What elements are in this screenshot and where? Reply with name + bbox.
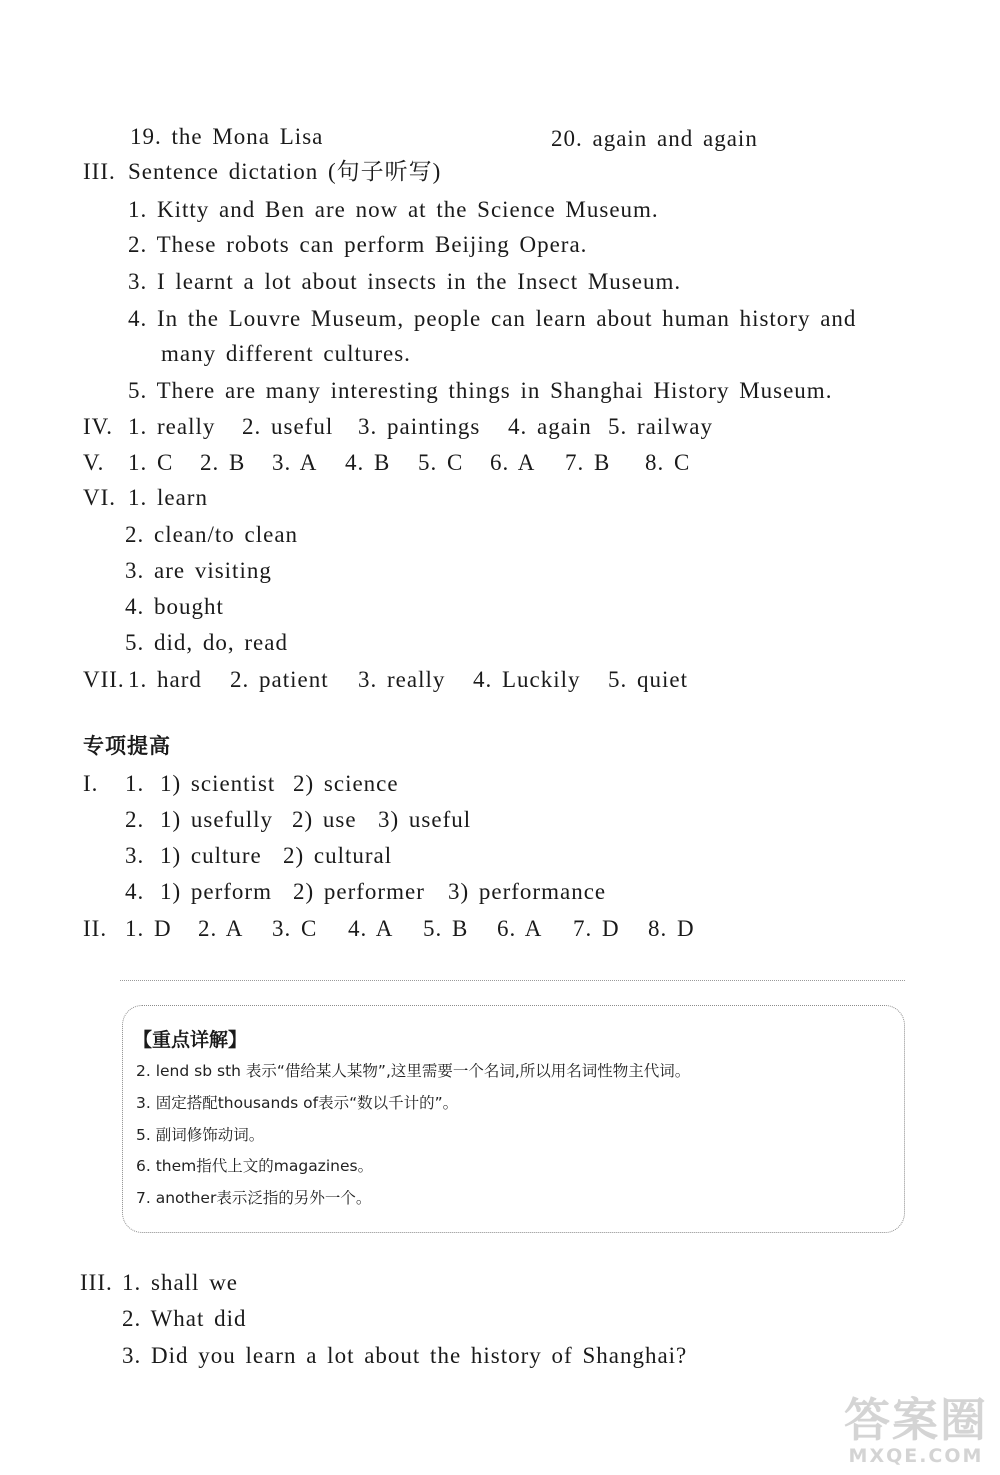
- section-5-row: [83, 448, 690, 478]
- improve-part1-row-4: [125, 877, 606, 907]
- answer-item: 2) cultural: [283, 843, 393, 868]
- dictation-sentence-5: 5. There are many interesting things in Shanghai History Museum.: [128, 378, 833, 403]
- watermark-text: 答案圈: [844, 1393, 988, 1447]
- answer-item: 7. D: [573, 916, 620, 941]
- answer-item: 2. What did: [122, 1306, 247, 1331]
- answer-item: 3. are visiting: [125, 558, 272, 583]
- answer-20: 20. again and again: [551, 126, 758, 151]
- answer-item: 3. C: [272, 916, 318, 941]
- answer-item: 4. bought: [125, 594, 224, 619]
- answer-item: 1) culture: [160, 843, 262, 868]
- answer-item: 3. really: [358, 667, 446, 692]
- improve-part3-row-1: [80, 1268, 238, 1298]
- answer-item: 1. C: [128, 450, 174, 475]
- answer-item: 5. did, do, read: [125, 630, 288, 655]
- answer-item: 8. C: [645, 450, 691, 475]
- answer-19: 19. the Mona Lisa: [130, 124, 324, 149]
- section-3-heading: [83, 157, 441, 187]
- answer-item: 6. A: [490, 450, 536, 475]
- answer-item: 5. quiet: [608, 667, 688, 692]
- section-7-row: [83, 665, 688, 695]
- answer-item: 1. learn: [128, 485, 208, 510]
- answer-item: 1. D: [125, 916, 172, 941]
- answer-item: 1) scientist: [160, 771, 276, 796]
- answer-item: 1) perform: [160, 879, 272, 904]
- answer-item: 3) performance: [448, 879, 607, 904]
- section-3-title: Sentence dictation (句子听写): [128, 159, 442, 184]
- improve-part2-row: [83, 914, 695, 944]
- improvement-heading: 专项提高: [83, 734, 171, 758]
- answer-item: 3. paintings: [358, 414, 481, 439]
- improve-part3-label: III.: [80, 1270, 113, 1295]
- explanation-line: 3. 固定搭配thousands of表示“数以千计的”。: [136, 1094, 459, 1112]
- watermark-url: MXQE.COM: [848, 1445, 984, 1467]
- section-6-row: [83, 483, 208, 513]
- explanation-line: 7. another表示泛指的另外一个。: [136, 1189, 372, 1207]
- answer-item: 3. A: [272, 450, 318, 475]
- answer-item: 2. clean/to clean: [125, 522, 299, 547]
- dictation-sentence-4: 4. In the Louvre Museum, people can learn about human history and: [128, 306, 857, 331]
- answer-item: 2. useful: [242, 414, 334, 439]
- question-number: 3.: [125, 843, 145, 868]
- section-4-row: [83, 412, 713, 442]
- answer-item: 5. railway: [608, 414, 713, 439]
- answer-item: 4. A: [348, 916, 394, 941]
- section-3-label: III.: [83, 159, 116, 184]
- answer-item: 2) science: [293, 771, 399, 796]
- answer-item: 7. B: [565, 450, 611, 475]
- answer-item: 3. Did you learn a lot about the history of Shanghai?: [122, 1343, 688, 1368]
- answer-item: 5. C: [418, 450, 464, 475]
- explanation-line: 5. 副词修饰动词。: [136, 1126, 265, 1144]
- section-6-label: VI.: [83, 485, 117, 510]
- answer-item: 1. really: [128, 414, 216, 439]
- dotted-divider: [120, 980, 905, 981]
- question-number: 1.: [125, 771, 145, 796]
- answer-item: 4. again: [508, 414, 592, 439]
- answer-item: 2. patient: [230, 667, 329, 692]
- explanation-line: 6. them指代上文的magazines。: [136, 1157, 374, 1175]
- explanation-line: 2. lend sb sth 表示“借给某人某物”,这里需要一个名词,所以用名词性物主代词。: [136, 1062, 691, 1080]
- answer-item: 2) use: [292, 807, 357, 832]
- answer-item: 3) useful: [378, 807, 472, 832]
- improve-part1-row-2: [125, 805, 471, 835]
- answer-item: 2) performer: [293, 879, 425, 904]
- answer-item: 2. B: [200, 450, 246, 475]
- answer-item: 1. hard: [128, 667, 202, 692]
- improve-part1-row-3: [125, 841, 392, 871]
- answer-item: 8. D: [648, 916, 695, 941]
- dictation-sentence-2: 2. These robots can perform Beijing Opera.: [128, 232, 588, 257]
- dictation-sentence-1: 1. Kitty and Ben are now at the Science Museum.: [128, 197, 659, 222]
- dictation-sentence-3: 3. I learnt a lot about insects in the Insect Museum.: [128, 269, 682, 294]
- answer-item: 5. B: [423, 916, 469, 941]
- improve-part2-label: II.: [83, 916, 108, 941]
- answer-item: 1) usefully: [160, 807, 274, 832]
- answer-item: 4. B: [345, 450, 391, 475]
- answer-item: 6. A: [497, 916, 543, 941]
- section-4-label: IV.: [83, 414, 114, 439]
- watermark-logo: [844, 1395, 988, 1467]
- answer-item: 2. A: [198, 916, 244, 941]
- section-7-label: VII.: [83, 667, 125, 692]
- answer-item: 1. shall we: [122, 1270, 239, 1295]
- section-5-label: V.: [83, 450, 105, 475]
- dictation-sentence-4-cont: many different cultures.: [161, 341, 411, 366]
- question-number: 2.: [125, 807, 145, 832]
- improve-part1-row-1: [83, 769, 399, 799]
- question-number: 4.: [125, 879, 145, 904]
- improve-part1-label: I.: [83, 771, 99, 796]
- explanation-title: 【重点详解】: [133, 1029, 248, 1051]
- answer-item: 4. Luckily: [473, 667, 581, 692]
